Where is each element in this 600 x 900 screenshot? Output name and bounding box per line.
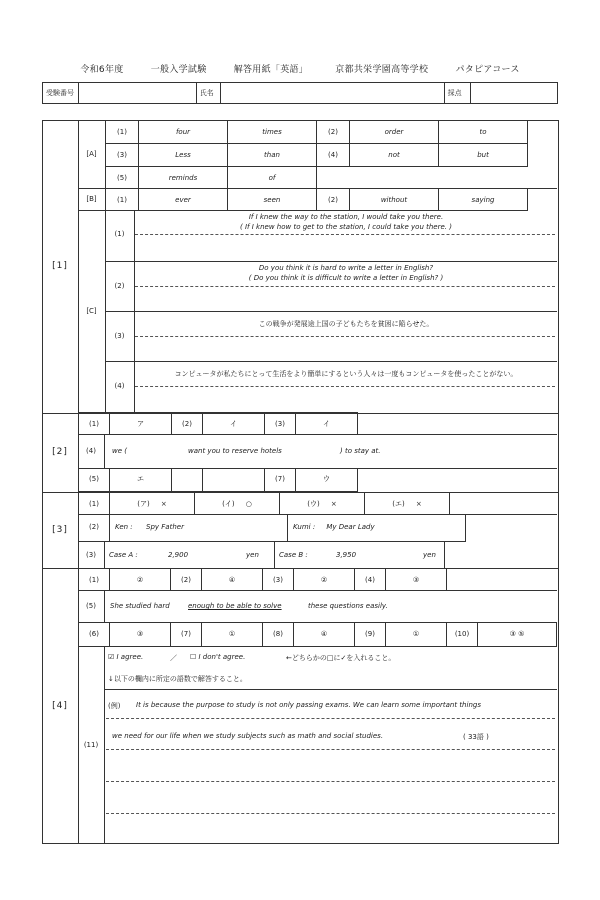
- blank-cell: [358, 413, 558, 435]
- answer-cell[interactable]: to: [439, 121, 528, 144]
- section-2-label: [2]: [52, 447, 68, 457]
- case-b-label: Case B :: [279, 551, 308, 559]
- q-num: (1): [79, 569, 110, 591]
- blank-cell: [317, 167, 350, 189]
- ken-cell[interactable]: [110, 514, 288, 541]
- tf-key: (エ): [392, 499, 405, 508]
- q-num: (8): [263, 622, 294, 646]
- part-b-label: [B]: [78, 188, 105, 211]
- answer-cell[interactable]: ア: [110, 413, 172, 435]
- case-a-unit: yen: [246, 551, 259, 559]
- c4-answer[interactable]: コンピュータが私たちにとって生活をより簡単にするという人々は一度もコンピュータを使ったことがない。: [174, 370, 518, 378]
- section-1-label-cell: [42, 120, 79, 412]
- answer-cell[interactable]: order: [350, 121, 439, 144]
- part-c: [105, 210, 557, 412]
- tf-mark: ×: [160, 499, 167, 508]
- tf-cell[interactable]: [365, 493, 450, 515]
- c1-line1[interactable]: If I knew the way to the station, I would take you there.: [248, 213, 444, 221]
- blank-cell: [528, 189, 558, 211]
- word-count: ( 33語 ): [463, 733, 489, 741]
- answer-cell[interactable]: ④: [202, 569, 263, 591]
- case-b-value[interactable]: 3,950: [336, 551, 357, 559]
- answer-cell[interactable]: ③: [386, 569, 447, 591]
- kumi-answer[interactable]: My Dear Lady: [326, 523, 375, 532]
- q-num: (3): [78, 541, 105, 568]
- blank-cell: [528, 121, 558, 144]
- section-1-label: [1]: [52, 261, 68, 271]
- answer-cell[interactable]: not: [350, 144, 439, 167]
- exam-no-field[interactable]: [79, 83, 196, 104]
- section-2-grid: [78, 412, 557, 435]
- part-a-label: [A]: [78, 120, 105, 189]
- q-num: (3): [265, 413, 296, 435]
- essay-line-2[interactable]: we need for our life when we study subjects such as math and social studies.: [112, 732, 384, 740]
- blank-cell: [447, 569, 558, 591]
- answer-cell[interactable]: エ: [110, 468, 172, 491]
- case-a-value[interactable]: 2,900: [168, 551, 189, 559]
- answer-cell[interactable]: four: [139, 121, 228, 144]
- section-2-grid-b: [78, 468, 557, 492]
- q-num: (9): [355, 622, 386, 646]
- answer-cell[interactable]: ウ: [296, 468, 358, 491]
- blank-cell[interactable]: [172, 468, 203, 491]
- q-num: (2): [172, 413, 203, 435]
- s2-q4-prefix: we (: [112, 447, 127, 455]
- tf-cell[interactable]: [110, 493, 195, 515]
- answer-cell[interactable]: but: [439, 144, 528, 167]
- answer-cell[interactable]: ①: [386, 622, 447, 646]
- q-num: (4): [114, 382, 125, 390]
- blank-cell: [350, 167, 439, 189]
- answer-cell[interactable]: イ: [296, 413, 358, 435]
- tf-cell[interactable]: [195, 493, 280, 515]
- q-num: (3): [106, 144, 139, 167]
- section-3-grid-b: [78, 514, 557, 542]
- answer-cell[interactable]: Less: [139, 144, 228, 167]
- blank-cell: [358, 468, 558, 491]
- q-num: (1): [79, 493, 110, 515]
- answer-cell[interactable]: ④: [294, 622, 355, 646]
- answer-cell[interactable]: saying: [439, 189, 528, 211]
- section-4-label: [4]: [52, 700, 68, 711]
- kumi-label: Kumi :: [293, 523, 316, 532]
- section-2-label-cell: [42, 412, 79, 492]
- q-num: (4): [355, 569, 386, 591]
- q-num: (6): [79, 622, 110, 646]
- tf-key: (イ): [222, 499, 235, 508]
- essay-line-4[interactable]: [106, 813, 555, 814]
- blank-cell: [528, 144, 558, 167]
- q-num: (1): [79, 413, 110, 435]
- essay-line-3[interactable]: [106, 781, 555, 782]
- blank-cell: [528, 167, 558, 189]
- tf-key: (ア): [137, 499, 150, 508]
- q-num: (5): [106, 167, 139, 189]
- checkbox-note: ←どちらかの□に✓を入れること。: [286, 654, 396, 662]
- q-num: (2): [79, 514, 110, 541]
- answer-cell[interactable]: ②: [294, 569, 355, 591]
- answer-cell[interactable]: than: [228, 144, 317, 167]
- part-c-label: [C]: [86, 307, 97, 315]
- choice-separator: ／: [170, 654, 177, 662]
- section-4-grid-b: [78, 622, 557, 647]
- score-field[interactable]: [470, 83, 557, 104]
- q-num: (7): [171, 622, 202, 646]
- answer-cell[interactable]: ③: [110, 622, 171, 646]
- blank-cell: [450, 493, 558, 515]
- answer-cell[interactable]: ②: [110, 569, 171, 591]
- kumi-cell[interactable]: [288, 514, 466, 541]
- answer-cell[interactable]: ever: [139, 189, 228, 211]
- answer-cell[interactable]: イ: [203, 413, 265, 435]
- tf-mark: ×: [415, 499, 422, 508]
- q-num: (4): [317, 144, 350, 167]
- blank-cell[interactable]: [203, 468, 265, 491]
- q-num: (2): [317, 189, 350, 211]
- exam-type: 一般入学試験: [150, 65, 207, 75]
- c2-line1[interactable]: Do you think it is hard to write a letter in English?: [258, 264, 434, 272]
- exam-no-label: 受験番号: [43, 83, 79, 104]
- section-3-label-cell: [42, 492, 79, 568]
- tf-cell[interactable]: [280, 493, 365, 515]
- s4-q11: [78, 646, 557, 843]
- c3-answer[interactable]: この戦争が発展途上国の子どもたちを貧困に陥らせた。: [258, 320, 434, 328]
- s4-q5-row: [78, 590, 557, 623]
- sheet-title: 解答用紙「英語」: [233, 65, 309, 75]
- name-field[interactable]: [221, 83, 445, 104]
- exam-year: 令和6年度: [80, 65, 124, 75]
- c1-line2[interactable]: ( If I knew how to get to the station, I could take you there. ): [240, 223, 452, 231]
- q-num: (5): [78, 590, 105, 622]
- case-b-unit: yen: [423, 551, 436, 559]
- page-title: [0, 62, 600, 75]
- course-name: パタピアコース: [455, 65, 520, 75]
- tf-mark: ×: [330, 499, 337, 508]
- section-3-grid: [78, 492, 557, 515]
- tf-key: (ウ): [307, 499, 320, 508]
- answer-cell[interactable]: ①: [202, 622, 263, 646]
- case-a-label: Case A :: [109, 551, 138, 559]
- q-num: (4): [78, 434, 105, 468]
- s2-q4-suffix: ) to stay at.: [340, 447, 381, 455]
- instruction: ↓以下の欄内に所定の語数で解答すること。: [108, 675, 247, 683]
- answer-cell[interactable]: times: [228, 121, 317, 144]
- score-label: 採点: [444, 83, 470, 104]
- q-num: (7): [265, 468, 296, 491]
- q-num: (10): [447, 622, 478, 646]
- essay-line-1[interactable]: It is because the purpose to study is not only passing exams. We can learn some important things: [136, 701, 481, 709]
- q-num: (3): [263, 569, 294, 591]
- section-4-grid: [78, 568, 557, 591]
- part-a-grid: [105, 120, 557, 189]
- ken-label: Ken :: [115, 523, 133, 532]
- section-3-label: [3]: [52, 525, 68, 535]
- s4-q5-prefix: She studied hard: [110, 602, 170, 610]
- part-b-grid: [105, 188, 557, 211]
- info-row: [42, 82, 558, 104]
- q-num: (1): [106, 121, 139, 144]
- school-name: 京都共栄学園高等学校: [335, 65, 429, 75]
- answer-cell[interactable]: seen: [228, 189, 317, 211]
- q-num: (1): [106, 189, 139, 211]
- ken-answer[interactable]: Spy Father: [146, 523, 184, 532]
- name-label: 氏名: [196, 83, 220, 104]
- q-num: (2): [171, 569, 202, 591]
- q-num: (1): [114, 230, 125, 238]
- q-num: (3): [114, 332, 125, 340]
- s4-q5-suffix: these questions easily.: [308, 602, 388, 610]
- blank-cell: [466, 514, 558, 541]
- answer-cell[interactable]: of: [228, 167, 317, 189]
- example-label: (例): [108, 702, 121, 710]
- q-num: (11): [78, 646, 105, 843]
- q-num: (2): [317, 121, 350, 144]
- section-4-label-cell: [42, 568, 79, 843]
- disagree-checkbox[interactable]: ☐ I don't agree.: [190, 653, 246, 661]
- s2-q4-row: [78, 434, 557, 469]
- c2-line2[interactable]: ( Do you think it is difficult to write a letter in English? ): [248, 274, 444, 282]
- agree-checkbox[interactable]: ☑ I agree.: [108, 653, 144, 661]
- q-num: (5): [79, 468, 110, 491]
- answer-cell[interactable]: without: [350, 189, 439, 211]
- tf-mark: ○: [245, 499, 252, 508]
- answer-cell[interactable]: reminds: [139, 167, 228, 189]
- q-num: (2): [114, 282, 125, 290]
- s3-q3-row: [78, 541, 557, 568]
- blank-cell: [439, 167, 528, 189]
- answer-cell[interactable]: ③ ⑤: [478, 622, 557, 646]
- s2-q4-answer[interactable]: want you to reserve hotels: [188, 447, 282, 455]
- s4-q5-answer[interactable]: enough to be able to solve: [188, 602, 282, 610]
